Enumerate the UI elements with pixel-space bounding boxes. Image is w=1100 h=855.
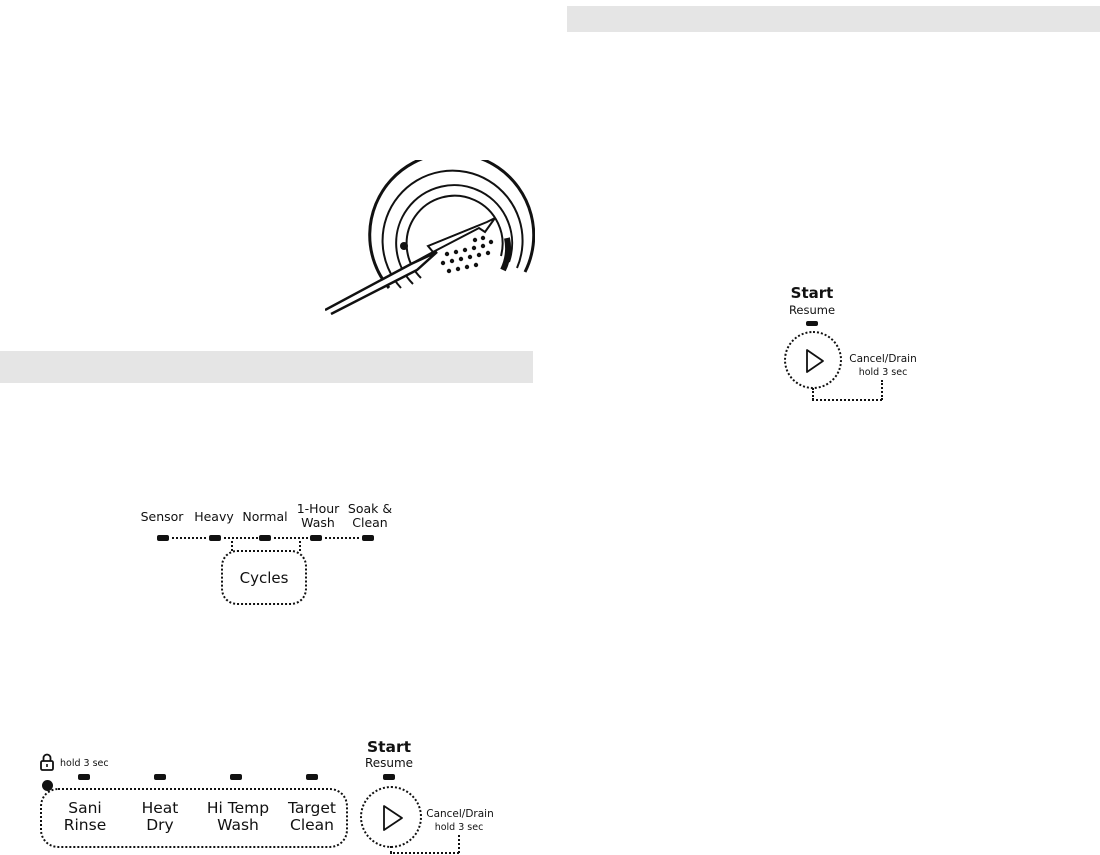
bottom-cancel-drain-hold-label: hold 3 sec (434, 822, 484, 833)
indicator-light-target-clean (306, 774, 318, 780)
start-indicator-light (806, 321, 818, 326)
cycles-button[interactable] (221, 550, 307, 605)
dotted-connector (812, 399, 882, 401)
play-icon (381, 804, 405, 832)
dotted-connector (881, 380, 883, 400)
dotted-connector (325, 537, 359, 539)
indicator-light-sani-rinse (78, 774, 90, 780)
bottom-start-label: Start (366, 738, 412, 756)
section-header-band-right (567, 6, 1100, 32)
cancel-drain-label: Cancel/Drain (849, 353, 917, 365)
lock-hold-label: hold 3 sec (60, 758, 109, 769)
option-target-clean[interactable]: Target Clean (288, 799, 336, 834)
cancel-drain-hold-label: hold 3 sec (858, 367, 908, 378)
dotted-connector (812, 388, 814, 400)
dotted-connector (224, 537, 258, 539)
resume-label: Resume (788, 303, 836, 317)
option-sani-rinse[interactable]: Sani Rinse (63, 799, 107, 834)
start-label: Start (790, 284, 834, 302)
cycles-button-label: Cycles (239, 569, 289, 587)
option-hi-temp-wash[interactable]: Hi Temp Wash (206, 799, 270, 834)
dotted-connector (274, 537, 308, 539)
bottom-resume-label: Resume (364, 756, 414, 770)
dotted-connector (390, 852, 459, 854)
dotted-connector (458, 835, 460, 853)
play-icon (804, 348, 826, 374)
lock-icon (40, 753, 54, 771)
section-header-band-left (0, 351, 533, 383)
indicator-light-normal (259, 535, 271, 541)
bottom-cancel-drain-label: Cancel/Drain (426, 808, 494, 820)
indicator-light-soak-clean (362, 535, 374, 541)
cycle-label-1-hour-wash: 1-Hour Wash (296, 501, 340, 530)
dotted-connector (299, 541, 301, 551)
cycle-label-soak-clean: Soak & Clean (347, 501, 393, 530)
indicator-light-heat-dry (154, 774, 166, 780)
cycle-label-heavy: Heavy (194, 509, 234, 524)
dotted-connector (390, 846, 392, 853)
filter-illustration (325, 160, 535, 315)
dotted-connector (172, 537, 206, 539)
indicator-light-1-hour-wash (310, 535, 322, 541)
cycle-label-normal: Normal (242, 509, 288, 524)
bottom-start-indicator-light (383, 774, 395, 780)
indicator-light-sensor (157, 535, 169, 541)
indicator-light-hi-temp-wash (230, 774, 242, 780)
cycle-label-sensor: Sensor (140, 509, 184, 524)
option-heat-dry[interactable]: Heat Dry (141, 799, 179, 834)
indicator-light-heavy (209, 535, 221, 541)
